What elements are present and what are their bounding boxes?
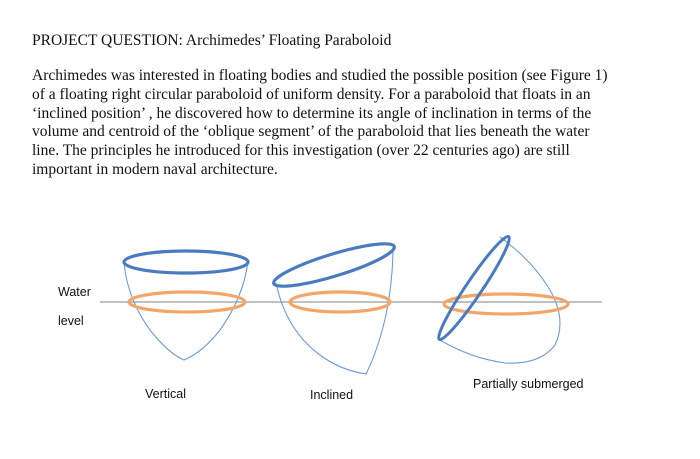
- vertical-paraboloid: [124, 251, 248, 360]
- inclined-label: Inclined: [310, 388, 354, 402]
- submerged-paraboloid: [433, 232, 568, 363]
- inclined-paraboloid: [271, 236, 398, 374]
- submerged-rim-ellipse: [433, 232, 516, 344]
- vertical-label: Vertical: [145, 387, 186, 401]
- partially-submerged-label: Partially submerged: [473, 377, 584, 391]
- paragraph-line: line. The principles he introduced for this investigation (over 22 centuries ago) are still: [32, 142, 570, 160]
- paragraph-line: volume and centroid of the ‘oblique segment’ of the paraboloid that lies beneath the water: [32, 123, 590, 141]
- water-label: Water: [58, 285, 91, 299]
- paragraph-line: ‘inclined position’ , he discovered how to determine its angle of inclination in terms of the: [32, 104, 592, 122]
- vertical-rim-ellipse: [124, 251, 248, 273]
- submerged-waterline-ellipse: [444, 294, 568, 314]
- paragraph-line: Archimedes was interested in floating bodies and studied the possible position (see Figure 1): [32, 67, 608, 84]
- inclined-rim-ellipse: [271, 236, 398, 294]
- paragraph-line: of a floating right circular paraboloid of uniform density. For a paraboloid that floats in an: [32, 85, 591, 103]
- project-title: PROJECT QUESTION: Archimedes’ Floating Paraboloid: [32, 32, 392, 49]
- paragraph-line: important in modern naval architecture.: [32, 160, 278, 178]
- level-label: level: [58, 314, 84, 328]
